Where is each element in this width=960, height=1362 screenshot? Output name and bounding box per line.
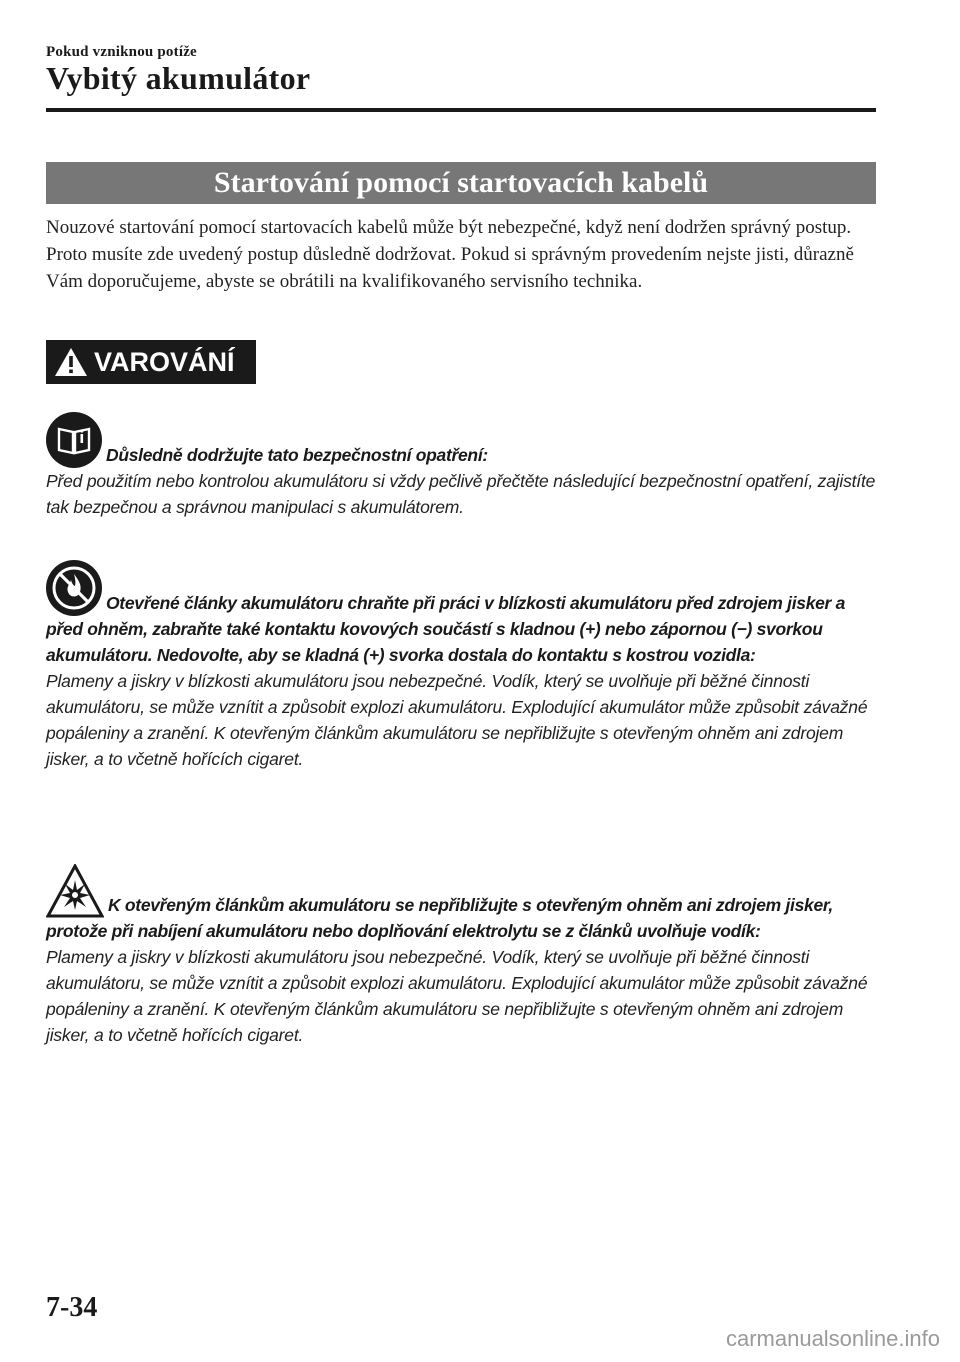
warning-item-heading: K otevřeným článkům akumulátoru se nepřibližujte s otevřeným ohněm ani zdrojem jisker, protože při nabíjení akumulátoru nebo doplňování elektrolytu se z článků uvolňuje vodík:	[46, 895, 833, 941]
section-heading: Startování pomocí startovacích kabelů	[46, 162, 876, 204]
warning-triangle-icon	[54, 347, 88, 377]
warning-item-heading: Otevřené články akumulátoru chraňte při práci v blízkosti akumulátoru před zdrojem jisker a před ohněm, zabraňte také kontaktu kovových součástí s kladnou (+) nebo zápornou (−) svorkou akumulátoru. Nedovolte, aby se kladná (+) svorka dostala do kontaktu s kostrou vozidla:	[46, 593, 846, 665]
explosion-hazard-icon	[46, 864, 104, 918]
watermark: carmanualsonline.info	[725, 1326, 940, 1351]
warning-item-explosion	[46, 864, 876, 1048]
warning-item-flame	[46, 560, 876, 772]
title-divider	[46, 108, 876, 112]
page-title: Vybitý akumulátor	[46, 60, 311, 96]
intro-paragraph: Nouzové startování pomocí startovacích kabelů může být nebezpečné, když není dodržen správný postup. Proto musíte zde uvedený postup důsledně dodržovat. Pokud si správným provedením nejste jisti, důrazně Vám doporučujeme, abyste se obrátili na kvalifikovaného servisního technika.	[46, 217, 854, 292]
no-open-flame-icon	[46, 560, 102, 616]
breadcrumb: Pokud vzniknou potíže	[46, 44, 197, 60]
warning-item-manual	[46, 412, 876, 520]
warning-item-body: Před použitím nebo kontrolou akumulátoru si vždy pečlivě přečtěte následující bezpečnostní opatření, zajistíte tak bezpečnou a správnou manipulaci s akumulátorem.	[46, 471, 876, 517]
page-number: 7-34	[46, 1292, 98, 1323]
warning-item-heading: Důsledně dodržujte tato bezpečnostní opatření:	[106, 445, 488, 465]
warning-label: VAROVÁNÍ	[94, 346, 235, 377]
manual-book-icon	[46, 412, 102, 468]
warning-item-body: Plameny a jiskry v blízkosti akumulátoru jsou nebezpečné. Vodík, který se uvolňuje při běžné činnosti akumulátoru, se může vznítit a způsobit explozi akumulátoru. Explodující akumulátor může způsobit závažné popáleniny a zranění. K otevřeným článkům akumulátoru se nepřibližujte s otevřeným ohněm ani zdrojem jisker, a to včetně hořících cigaret.	[46, 947, 868, 1045]
warning-item-body: Plameny a jiskry v blízkosti akumulátoru jsou nebezpečné. Vodík, který se uvolňuje při běžné činnosti akumulátoru, se může vznítit a způsobit explozi akumulátoru. Explodující akumulátor může způsobit závažné popáleniny a zranění. K otevřeným článkům akumulátoru se nepřibližujte s otevřeným ohněm ani zdrojem jisker, a to včetně hořících cigaret.	[46, 671, 868, 769]
warning-banner	[46, 340, 256, 384]
